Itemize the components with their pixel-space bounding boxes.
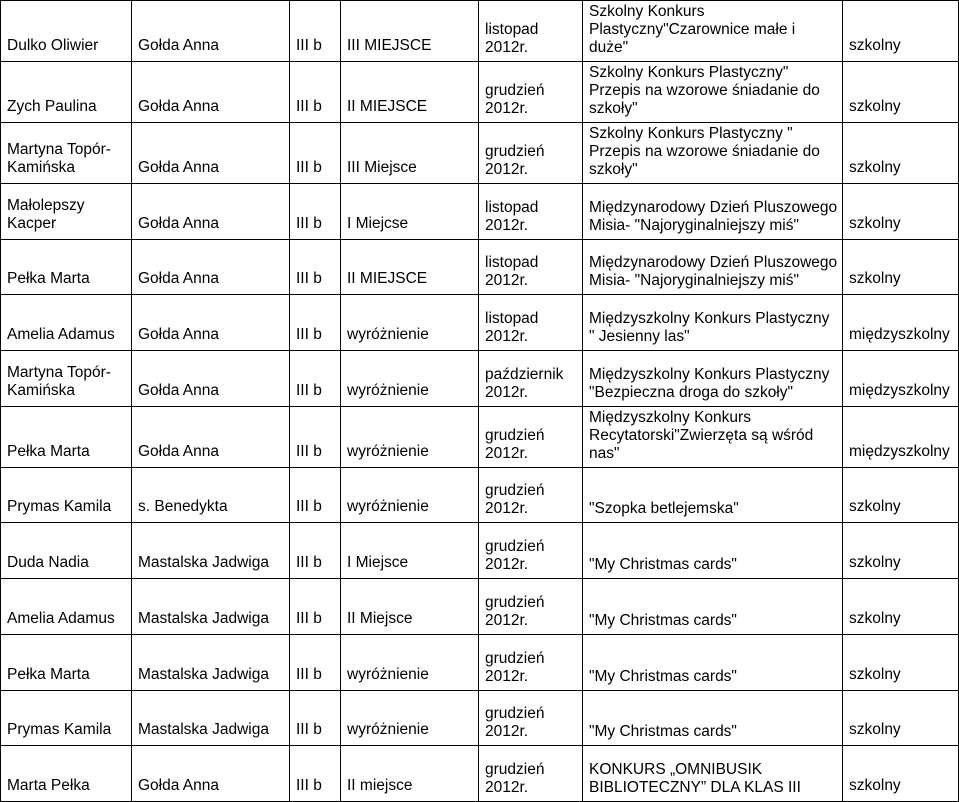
place-cell: wyróżnienie xyxy=(341,634,479,690)
student-name-cell: Zych Paulina xyxy=(1,62,132,123)
contest-cell: Szkolny Konkurs Plastyczny" Przepis na wzorowe śniadanie do szkoły" xyxy=(583,62,843,123)
teacher-cell: Gołda Anna xyxy=(132,406,290,467)
teacher-cell: Gołda Anna xyxy=(132,123,290,184)
date-cell: grudzień 2012r. xyxy=(479,62,583,123)
class-cell: III b xyxy=(290,295,341,351)
class-cell: III b xyxy=(290,634,341,690)
student-name-cell: Małolepszy Kacper xyxy=(1,184,132,240)
category-cell: międzyszkolny xyxy=(843,295,959,351)
category-cell: szkolny xyxy=(843,62,959,123)
contest-cell: Międzyszkolny Konkurs Recytatorski"Zwierzęta są wśród nas" xyxy=(583,406,843,467)
table-row xyxy=(1,239,959,295)
class-cell: III b xyxy=(290,184,341,240)
date-cell: październik 2012r. xyxy=(479,351,583,407)
student-name-cell: Pełka Marta xyxy=(1,239,132,295)
class-cell: III b xyxy=(290,62,341,123)
category-cell: szkolny xyxy=(843,579,959,635)
date-cell: grudzień 2012r. xyxy=(479,467,583,523)
student-name-cell: Duda Nadia xyxy=(1,523,132,579)
table-body xyxy=(1,1,959,802)
contest-cell: Szkolny Konkurs Plastyczny"Czarownice małe i duże" xyxy=(583,1,843,62)
date-cell: grudzień 2012r. xyxy=(479,523,583,579)
teacher-cell: Mastalska Jadwiga xyxy=(132,579,290,635)
contest-cell: "My Christmas cards" xyxy=(583,690,843,746)
place-cell: II MIEJSCE xyxy=(341,62,479,123)
date-cell: grudzień 2012r. xyxy=(479,123,583,184)
student-name-cell: Pełka Marta xyxy=(1,406,132,467)
student-name-cell: Martyna Topór-Kamińska xyxy=(1,351,132,407)
table-row xyxy=(1,634,959,690)
table-row xyxy=(1,1,959,62)
contest-cell: Międzynarodowy Dzień Pluszowego Misia- "Najoryginalniejszy miś" xyxy=(583,184,843,240)
teacher-cell: Gołda Anna xyxy=(132,184,290,240)
student-name-cell: Pełka Marta xyxy=(1,634,132,690)
student-name-cell: Marta Pełka xyxy=(1,746,132,802)
contest-cell: "My Christmas cards" xyxy=(583,634,843,690)
category-cell: szkolny xyxy=(843,239,959,295)
date-cell: grudzień 2012r. xyxy=(479,746,583,802)
class-cell: III b xyxy=(290,467,341,523)
class-cell: III b xyxy=(290,123,341,184)
place-cell: I Miejcse xyxy=(341,184,479,240)
table-row xyxy=(1,295,959,351)
table-row xyxy=(1,746,959,802)
place-cell: wyróżnienie xyxy=(341,467,479,523)
class-cell: III b xyxy=(290,406,341,467)
teacher-cell: Mastalska Jadwiga xyxy=(132,690,290,746)
category-cell: szkolny xyxy=(843,467,959,523)
contest-cell: "Szopka betlejemska" xyxy=(583,467,843,523)
category-cell: szkolny xyxy=(843,123,959,184)
student-name-cell: Amelia Adamus xyxy=(1,579,132,635)
class-cell: III b xyxy=(290,690,341,746)
date-cell: grudzień 2012r. xyxy=(479,579,583,635)
contest-cell: Międzynarodowy Dzień Pluszowego Misia- "Najoryginalniejszy miś" xyxy=(583,239,843,295)
category-cell: międzyszkolny xyxy=(843,406,959,467)
class-cell: III b xyxy=(290,351,341,407)
class-cell: III b xyxy=(290,746,341,802)
student-name-cell: Amelia Adamus xyxy=(1,295,132,351)
student-name-cell: Prymas Kamila xyxy=(1,467,132,523)
table-row xyxy=(1,690,959,746)
category-cell: szkolny xyxy=(843,634,959,690)
table-row xyxy=(1,579,959,635)
teacher-cell: Gołda Anna xyxy=(132,1,290,62)
category-cell: szkolny xyxy=(843,1,959,62)
date-cell: listopad 2012r. xyxy=(479,184,583,240)
place-cell: II Miejsce xyxy=(341,579,479,635)
date-cell: listopad 2012r. xyxy=(479,1,583,62)
place-cell: II MIEJSCE xyxy=(341,239,479,295)
place-cell: wyróżnienie xyxy=(341,295,479,351)
contest-cell: "My Christmas cards" xyxy=(583,523,843,579)
table-row xyxy=(1,62,959,123)
category-cell: szkolny xyxy=(843,184,959,240)
teacher-cell: Gołda Anna xyxy=(132,351,290,407)
teacher-cell: Gołda Anna xyxy=(132,746,290,802)
table-row xyxy=(1,123,959,184)
category-cell: szkolny xyxy=(843,523,959,579)
class-cell: III b xyxy=(290,579,341,635)
class-cell: III b xyxy=(290,523,341,579)
teacher-cell: s. Benedykta xyxy=(132,467,290,523)
teacher-cell: Gołda Anna xyxy=(132,239,290,295)
date-cell: listopad 2012r. xyxy=(479,295,583,351)
category-cell: międzyszkolny xyxy=(843,351,959,407)
place-cell: wyróżnienie xyxy=(341,690,479,746)
student-name-cell: Martyna Topór-Kamińska xyxy=(1,123,132,184)
place-cell: III Miejsce xyxy=(341,123,479,184)
category-cell: szkolny xyxy=(843,690,959,746)
place-cell: wyróżnienie xyxy=(341,351,479,407)
category-cell: szkolny xyxy=(843,746,959,802)
place-cell: III MIEJSCE xyxy=(341,1,479,62)
table-row xyxy=(1,351,959,407)
contest-cell: "My Christmas cards" xyxy=(583,579,843,635)
table-row xyxy=(1,523,959,579)
teacher-cell: Gołda Anna xyxy=(132,295,290,351)
class-cell: III b xyxy=(290,239,341,295)
date-cell: listopad 2012r. xyxy=(479,239,583,295)
contest-cell: Szkolny Konkurs Plastyczny " Przepis na wzorowe śniadanie do szkoły" xyxy=(583,123,843,184)
date-cell: grudzień 2012r. xyxy=(479,690,583,746)
student-name-cell: Dulko Oliwier xyxy=(1,1,132,62)
contest-cell: Międzyszkolny Konkurs Plastyczny "Bezpieczna droga do szkoły" xyxy=(583,351,843,407)
table-row xyxy=(1,406,959,467)
contest-cell: KONKURS „OMNIBUSIK BIBLIOTECZNY” DLA KLAS III xyxy=(583,746,843,802)
place-cell: I Miejsce xyxy=(341,523,479,579)
table-row xyxy=(1,467,959,523)
class-cell: III b xyxy=(290,1,341,62)
date-cell: grudzień 2012r. xyxy=(479,634,583,690)
teacher-cell: Mastalska Jadwiga xyxy=(132,523,290,579)
teacher-cell: Mastalska Jadwiga xyxy=(132,634,290,690)
teacher-cell: Gołda Anna xyxy=(132,62,290,123)
date-cell: grudzień 2012r. xyxy=(479,406,583,467)
table-row xyxy=(1,184,959,240)
place-cell: wyróżnienie xyxy=(341,406,479,467)
student-name-cell: Prymas Kamila xyxy=(1,690,132,746)
contest-cell: Międzyszkolny Konkurs Plastyczny " Jesienny las" xyxy=(583,295,843,351)
place-cell: II miejsce xyxy=(341,746,479,802)
